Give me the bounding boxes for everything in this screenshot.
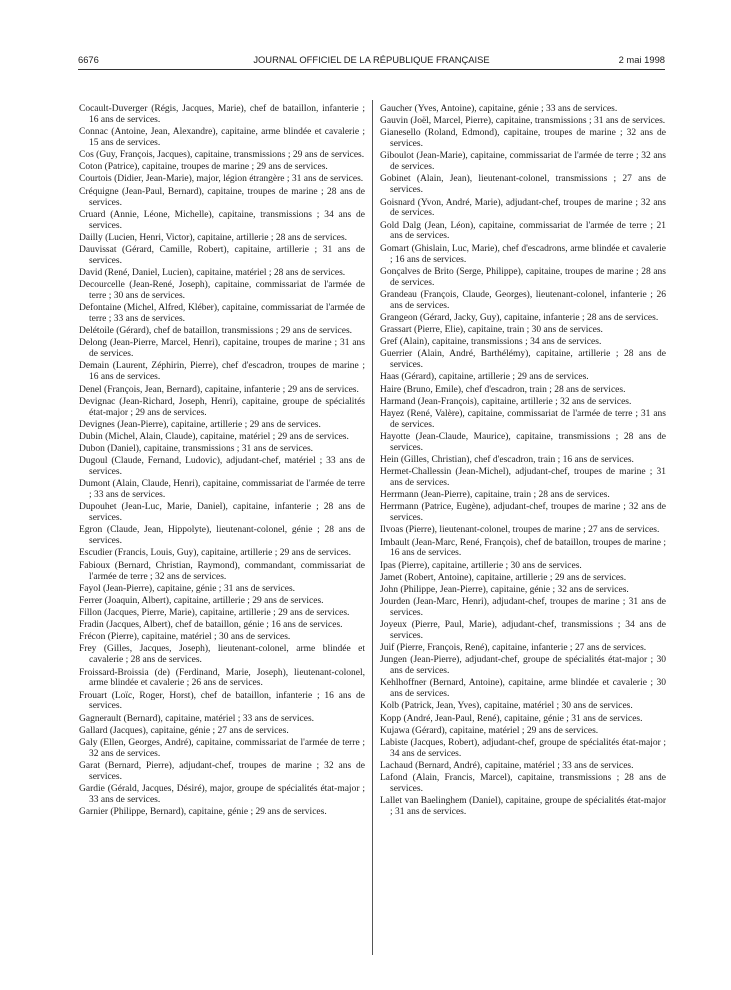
column-divider [372,100,373,955]
list-item: Garat (Bernard, Pierre), adjudant-chef, troupes de marine ; 32 ans de services. [79,761,365,782]
list-item: Galy (Ellen, Georges, André), capitaine, commissariat de l'armée de terre ; 32 ans de services. [79,737,365,759]
list-item: Gallard (Jacques), capitaine, génie ; 27 ans de services. [79,725,289,736]
list-item: Gomart (Ghislain, Luc, Marie), chef d'escadrons, arme blindée et cavalerie ; 16 ans de services. [380,243,666,265]
list-item: Defontaine (Michel, Alfred, Kléber), capitaine, commissariat de l'armée de terre ; 33 ans de services. [79,303,365,325]
list-item: Juif (Pierre, François, René), capitaine, infanterie ; 27 ans de services. [380,643,647,654]
list-item: Haire (Bruno, Emile), chef d'escadron, train ; 28 ans de services. [380,384,626,395]
list-item: Giboulot (Jean-Marie), capitaine, commissariat de l'armée de terre ; 32 ans de services. [380,151,666,173]
list-item: Ipas (Pierre), capitaine, artillerie ; 30 ans de services. [380,560,582,571]
list-item: Jourden (Jean-Marc, Henri), adjudant-chef, troupes de marine ; 31 ans de services. [380,597,666,618]
list-item: Lallet van Baelinghem (Daniel), capitaine, groupe de spécialités état-major ; 31 ans de services. [380,796,666,818]
list-item: Jungen (Jean-Pierre), adjudant-chef, groupe de spécialités état-major ; 30 ans de services. [380,655,666,677]
list-item: Cruard (Annie, Léone, Michelle), capitaine, transmissions ; 34 ans de services. [79,209,365,231]
list-item: Herrmann (Patrice, Eugène), adjudant-chef, troupes de marine ; 32 ans de services. [380,502,666,524]
list-item: Labiste (Jacques, Robert), adjudant-chef, groupe de spécialités état-major ; 34 ans de services. [380,737,666,759]
list-item: Egron (Claude, Jean, Hippolyte), lieutenant-colonel, génie ; 28 ans de services. [79,525,365,547]
list-item: Jamet (Robert, Antoine), capitaine, artillerie ; 29 ans de services. [380,572,627,583]
list-item: Imbault (Jean-Marc, René, François), chef de bataillon, troupes de marine ; 16 ans de services. [380,537,666,559]
list-item: Dubon (Daniel), capitaine, transmissions ; 31 ans de services. [79,444,314,455]
header-rule [78,69,665,70]
page-header [78,54,665,70]
list-item: Frécon (Pierre), capitaine, matériel ; 30 ans de services. [79,632,291,643]
list-item: Fayol (Jean-Pierre), capitaine, génie ; 31 ans de services. [79,583,296,594]
list-item: Fradin (Jacques, Albert), chef de bataillon, génie ; 16 ans de services. [79,620,343,631]
list-item: Harmand (Jean-François), capitaine, artillerie ; 32 ans de services. [380,396,632,407]
list-item: Fillon (Jacques, Pierre, Marie), capitaine, artillerie ; 29 ans de services. [79,607,350,618]
list-item: Kolb (Patrick, Jean, Yves), capitaine, matériel ; 30 ans de services. [380,701,633,712]
list-item: Ilvoas (Pierre), lieutenant-colonel, troupes de marine ; 27 ans de services. [380,525,660,536]
list-item: Garnier (Philippe, Bernard), capitaine, génie ; 29 ans de services. [79,807,327,818]
list-item: Gonçalves de Brito (Serge, Philippe), capitaine, troupes de marine ; 28 ans de services. [380,266,666,288]
list-item: Delong (Jean-Pierre, Marcel, Henri), capitaine, troupes de marine ; 31 ans de services. [79,338,365,360]
list-item: Coton (Patrice), capitaine, troupes de marine ; 29 ans de services. [79,162,328,173]
list-item: Kujawa (Gérard), capitaine, matériel ; 29 ans de services. [380,725,599,736]
list-item: Delétoile (Gérard), chef de bataillon, transmissions ; 29 ans de services. [79,326,353,337]
list-item: Dumont (Alain, Claude, Henri), capitaine, commissariat de l'armée de terre ; 33 ans de services. [79,479,365,501]
list-item: Devignes (Jean-Pierre), capitaine, artillerie ; 29 ans de services. [79,419,321,430]
list-item: Guerrier (Alain, André, Barthélémy), capitaine, artillerie ; 28 ans de services. [380,349,666,371]
list-item: Dugoul (Claude, Fernand, Ludovic), adjudant-chef, matériel ; 33 ans de services. [79,456,365,478]
list-item: Hermet-Challessin (Jean-Michel), adjudant-chef, troupes de marine ; 31 ans de services. [380,467,666,488]
list-item: Connac (Antoine, Jean, Alexandre), capitaine, arme blindée et cavalerie ; 15 ans de services. [79,127,365,148]
list-item: Cos (Guy, François, Jacques), capitaine, transmissions ; 29 ans de services. [79,150,365,161]
list-item: Devignac (Jean-Richard, Joseph, Henri), capitaine, groupe de spécialités état-major ; 29 ans de services. [79,396,365,418]
list-item: Gauvin (Joël, Marcel, Pierre), capitaine, transmissions ; 31 ans de services. [380,116,666,127]
list-item: Hayotte (Jean-Claude, Maurice), capitaine, transmissions ; 28 ans de services. [380,431,666,453]
list-item: Dubin (Michel, Alain, Claude), capitaine, matériel ; 29 ans de services. [79,431,349,442]
list-item: Fabioux (Bernard, Christian, Raymond), commandant, commissariat de l'armée de terre ; 32 ans de services. [79,560,365,582]
list-item: Herrmann (Jean-Pierre), capitaine, train ; 28 ans de services. [380,490,610,501]
list-item: Hein (Gilles, Christian), chef d'escadron, train ; 16 ans de services. [380,454,634,465]
left-column [79,104,365,819]
right-column [380,104,666,819]
list-item: Frouart (Loïc, Roger, Horst), chef de bataillon, infanterie ; 16 ans de services. [79,690,365,712]
list-item: Grandeau (François, Claude, Georges), lieutenant-colonel, infanterie ; 26 ans de services. [380,289,666,311]
list-item: Gold Dalg (Jean, Léon), capitaine, commissariat de l'armée de terre ; 21 ans de services. [380,220,666,242]
list-item: Ferrer (Joaquin, Albert), capitaine, artillerie ; 29 ans de services. [79,595,324,606]
list-item: Goisnard (Yvon, André, Marie), adjudant-chef, troupes de marine ; 32 ans de services. [380,197,666,219]
list-item: Gaucher (Yves, Antoine), capitaine, génie ; 33 ans de services. [380,104,618,114]
list-item: Kopp (André, Jean-Paul, René), capitaine, génie ; 31 ans de services. [380,713,643,724]
list-item: Cocault-Duverger (Régis, Jacques, Marie), chef de bataillon, infanterie ; 16 ans de services. [79,104,365,125]
list-item: Courtois (Didier, Jean-Marie), major, légion étrangère ; 31 ans de services. [79,174,364,185]
list-item: Decourcelle (Jean-René, Joseph), capitaine, commissariat de l'armée de terre ; 30 ans de services. [79,280,365,301]
list-item: Joyeux (Pierre, Paul, Marie), adjudant-chef, transmissions ; 34 ans de services. [380,620,666,642]
list-item: Lafond (Alain, Francis, Marcel), capitaine, transmissions ; 28 ans de services. [380,773,666,795]
list-item: David (René, Daniel, Lucien), capitaine, matériel ; 28 ans de services. [79,267,346,278]
list-item: Escudier (Francis, Louis, Guy), capitaine, artillerie ; 29 ans de services. [79,548,351,559]
list-item: Grangeon (Gérard, Jacky, Guy), capitaine, infanterie ; 28 ans de services. [380,312,659,323]
list-item: Denel (François, Jean, Bernard), capitaine, infanterie ; 29 ans de services. [79,384,359,395]
list-item: Frey (Gilles, Jacques, Joseph), lieutenant-colonel, arme blindée et cavalerie ; 28 ans de services. [79,644,365,666]
list-item: Dupouhet (Jean-Luc, Marie, Daniel), capitaine, infanterie ; 28 ans de services. [79,502,365,524]
list-item: Gardie (Gérald, Jacques, Désiré), major, groupe de spécialités état-major ; 33 ans de services. [79,784,365,805]
list-item: Froissard-Broissia (de) (Ferdinand, Marie, Joseph), lieutenant-colonel, arme blindée et cavalerie ; 26 ans de services. [79,667,365,689]
list-item: Demain (Laurent, Zéphirin, Pierre), chef d'escadron, troupes de marine ; 16 ans de services. [79,361,365,383]
list-item: Gref (Alain), capitaine, transmissions ; 34 ans de services. [380,337,602,348]
page-number: 6676 [78,54,99,65]
list-item: Grassart (Pierre, Elie), capitaine, train ; 30 ans de services. [380,324,603,335]
journal-title: JOURNAL OFFICIEL DE LA RÉPUBLIQUE FRANÇAISE [253,54,490,65]
list-item: Dauvissat (Gérard, Camille, Robert), capitaine, artillerie ; 31 ans de services. [79,244,365,266]
list-item: Haas (Gérard), capitaine, artillerie ; 29 ans de services. [380,372,589,383]
list-item: Lachaud (Bernard, André), capitaine, matériel ; 33 ans de services. [380,761,634,771]
list-item: Gagnerault (Bernard), capitaine, matériel ; 33 ans de services. [79,713,315,724]
list-item: John (Philippe, Jean-Pierre), capitaine, génie ; 32 ans de services. [380,584,629,595]
publication-date: 2 mai 1998 [618,54,665,65]
list-item: Kehlhoffner (Bernard, Antoine), capitaine, arme blindée et cavalerie ; 30 ans de services. [380,678,666,700]
list-item: Gianesello (Roland, Edmond), capitaine, troupes de marine ; 32 ans de services. [380,128,666,150]
list-item: Gobinet (Alain, Jean), lieutenant-colonel, transmissions ; 27 ans de services. [380,174,666,196]
list-item: Dailly (Lucien, Henri, Victor), capitaine, artillerie ; 28 ans de services. [79,232,348,243]
list-item: Créquigne (Jean-Paul, Bernard), capitaine, troupes de marine ; 28 ans de services. [79,186,365,208]
list-item: Hayez (René, Valère), capitaine, commissariat de l'armée de terre ; 31 ans de services. [380,408,666,430]
